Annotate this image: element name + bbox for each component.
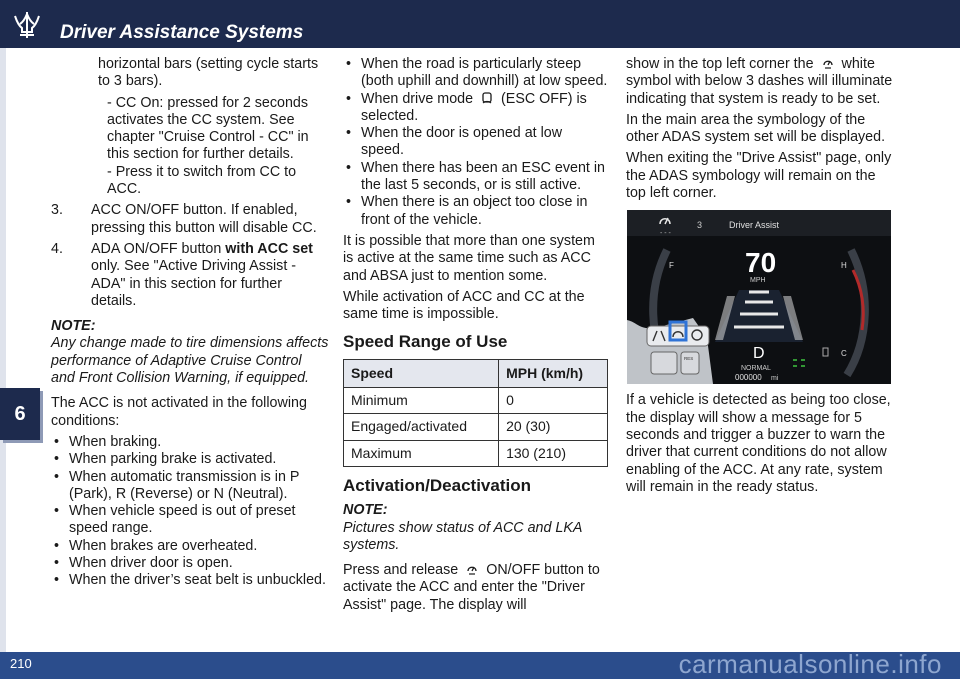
list-item: • When driver door is open.: [51, 555, 329, 572]
paragraph: Press and release ON/OFF button to activate the ACC and enter the "Driver Assist" page. The display will: [343, 562, 600, 613]
list-item: • When there has been an ESC event in the last 5 seconds, or is still active.: [343, 160, 608, 195]
gear-indicator: D: [753, 345, 765, 363]
note-text: Pictures show status of ACC and LKA systems.: [343, 519, 582, 553]
watermark: carmanualsonline.info: [678, 649, 942, 679]
note-label: NOTE:: [51, 318, 96, 335]
driver-assist-banner: Driver Assist: [729, 220, 780, 231]
list-item: • When vehicle speed is out of preset speed range.: [51, 503, 329, 538]
trident-logo-icon: [10, 10, 44, 40]
odometer-unit: mi: [771, 375, 779, 383]
list-item: • When the door is opened at low speed.: [343, 125, 608, 160]
table-cell: Minimum: [344, 388, 499, 414]
paragraph: While activation of ACC and CC at the same time is impossible.: [343, 288, 585, 323]
paragraph: If a vehicle is detected as being too close, the display will show a message for 5 seconds and trigger a buzzer to warn the driver that current conditions do not allow enabling of the ACC. At any rate, system will remain in the ready status.: [626, 392, 891, 495]
list-item: • When the road is particularly steep (both uphill and downhill) at low speed.: [343, 56, 608, 91]
list-item: • When braking.: [51, 434, 329, 451]
note-text: Any change made to tire dimensions affects performance of Adaptive Cruise Control and Front Collision Warning, if equipped.: [51, 335, 329, 387]
steering-wheel-controls: [627, 318, 713, 384]
side-rule: [0, 48, 6, 652]
dash-lines: - - -: [660, 230, 671, 238]
page-number: 210: [10, 656, 32, 671]
assist-count: 3: [697, 220, 703, 231]
paragraph: show in the top left corner the white symbol with below 3 dashes will illuminate indicating that system is ready to be set.: [626, 56, 893, 107]
chapter-tab: 6: [0, 388, 40, 440]
acc-icon: [465, 562, 479, 576]
column-3: [626, 56, 896, 500]
page-title: Driver Assistance Systems: [60, 22, 304, 43]
speed-unit: MPH: [750, 277, 766, 285]
table-header: Speed: [344, 359, 499, 387]
table-header-row: [344, 359, 608, 387]
conditions-intro: The ACC is not activated in the following conditions:: [51, 395, 307, 429]
numbered-item-4: 4. ADA ON/OFF button with ACC set only. See "Active Driving Assist - ADA" in this section for further details.: [51, 240, 313, 309]
instrument-cluster-image: [627, 210, 891, 384]
heading-activation: Activation/Deactivation: [343, 475, 531, 495]
column-2: [343, 56, 608, 618]
list-item: • When brakes are overheated.: [51, 538, 329, 555]
table-row: [344, 414, 608, 440]
page-header: [0, 0, 960, 48]
paragraph: When exiting the "Drive Assist" page, only the ADAS symbology will remain on the top left corner.: [626, 150, 892, 202]
speed-readout: 70: [745, 247, 777, 279]
list-item: • When drive mode (ESC OFF) is selected.: [343, 91, 608, 126]
heading-speed-range: Speed Range of Use: [343, 332, 508, 352]
list-item: • When automatic transmission is in P (Park), R (Reverse) or N (Neutral).: [51, 469, 329, 504]
temp-cold-label: C: [841, 349, 847, 359]
fuel-full-label: F: [669, 261, 674, 271]
list-item: • When the driver’s seat belt is unbuckled.: [51, 572, 329, 589]
esc-off-icon: [480, 91, 494, 105]
table-row: [344, 388, 608, 414]
table-cell: Engaged/activated: [344, 414, 499, 440]
numbered-item-3: 3. ACC ON/OFF button. If enabled, pressing this button will disable CC.: [51, 202, 317, 236]
odometer-readout: 000000: [735, 373, 762, 383]
table-cell: 20 (30): [499, 414, 608, 440]
speed-table: [343, 359, 608, 467]
paragraph: In the main area the symbology of the other ADAS system set will be displayed.: [626, 111, 886, 146]
acc-icon: [821, 56, 835, 70]
note-label: NOTE:: [343, 502, 388, 519]
res-button-label: RES: [684, 356, 694, 362]
table-cell: 0: [499, 388, 608, 414]
temp-hot-label: H: [841, 261, 847, 271]
table-cell: Maximum: [344, 440, 499, 466]
table-cell: 130 (210): [499, 440, 608, 466]
dash-item-press: - Press it to switch from CC to ACC.: [107, 163, 297, 198]
continued-text: horizontal bars (setting cycle starts to 3 bars).: [98, 56, 319, 90]
dash-item-cc-on: - CC On: pressed for 2 seconds activates the CC system. See chapter "Cruise Control - CC" in this section for further details.: [107, 94, 309, 163]
table-row: [344, 440, 608, 466]
conditions-list-cont: [343, 56, 608, 229]
column-1: [51, 56, 329, 594]
drive-mode-label: NORMAL: [741, 365, 771, 373]
list-item: • When parking brake is activated.: [51, 451, 329, 468]
list-item: • When there is an object too close in front of the vehicle.: [343, 194, 608, 229]
table-header: MPH (km/h): [499, 359, 608, 387]
conditions-list: [51, 434, 329, 590]
paragraph: It is possible that more than one system is active at the same time such as ACC and ABSA just to mention some.: [343, 232, 595, 284]
